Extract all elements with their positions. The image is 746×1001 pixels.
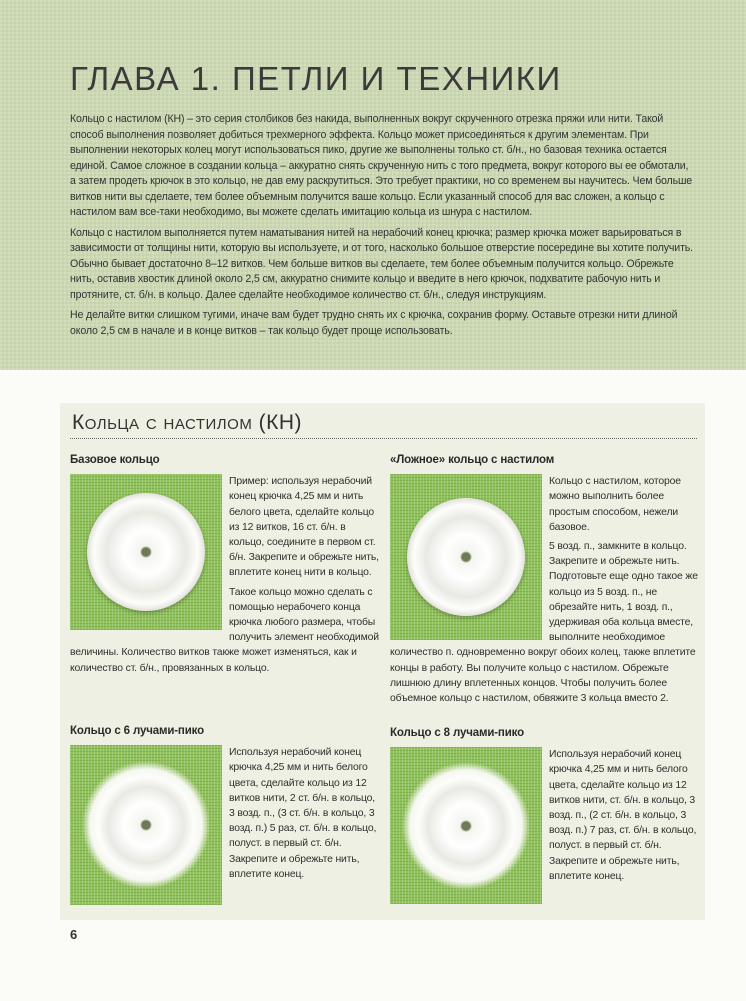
intro-text [70, 112, 695, 344]
section-8-picot-ring [390, 726, 698, 908]
8-picot-ring-photo [390, 747, 542, 904]
intro-paragraph: Кольцо с настилом выполняется путем наматывания нитей на нерабочий конец крючка; размер крючка может варьироваться в зависимости от толщины нити, которую вы используете, и от того, насколько большое отверстие посередине вы хотите получить. Обычно бывает достаточно 8–12 витков. Чем больше витков вы сделаете, тем более объемным получится кольцо. Обрежьте нить, оставив хвостик длиной около 2,5 см, аккуратно снимите кольцо и введите в него крючок, подхватите рабочую нить и протяните, ст. б/н. в кольцо. Далее сделайте необходимое количество ст. б/н., следуя инструкциям. [70, 226, 693, 301]
rings-panel [60, 403, 705, 920]
chapter-title: ГЛАВА 1. ПЕТЛИ И ТЕХНИКИ [70, 60, 562, 97]
section-paragraph: Используя нерабочий конец крючка 4,25 мм и нить белого цвета, сделайте кольцо из 12 витков нити, 2 ст. б/н. в кольцо, 3 возд. п., (3 ст. б/н. в кольцо, 3 возд. п.) 5 раз, ст. б/н. в кольцо, полуст. в первый ст. б/н. Закрепите и обрежьте нить, вплетите конец. [229, 747, 377, 880]
section-heading: Кольцо с 6 лучами-пико [70, 725, 204, 737]
intro-paragraph: Не делайте витки слишком тугими, иначе вам будет трудно снять их с крючка, сохранив форму. Оставьте отрезки нити длиной около 2,5 см в начале и в конце витков – так кольцо будет проще использовать. [70, 309, 678, 337]
crochet-ring-image [407, 498, 525, 616]
section-heading: Базовое кольцо [70, 454, 160, 466]
page-number: 6 [70, 927, 78, 942]
panel-title: Кольца с настилом (КН) [72, 411, 303, 434]
section-6-picot-ring [70, 724, 382, 909]
crochet-star-image [82, 761, 210, 889]
section-false-ring [390, 453, 698, 710]
section-paragraph: 5 возд. п., замкните в кольцо. Закрепите и обрежьте нить. Подготовьте еще одно такое же кольцо из 5 возд. п., не обрезайте нить, 1 возд. п., удерживая оба кольца вместе, выполните необходимое количество п. одновременно вокруг обоих колец, также вплетите концы в работу. Вы получите кольцо с настилом. Обрежьте лишнюю длину вплетенных концов. Чтобы получить более объемное кольцо с настилом, обвяжите 3 кольца вместо 2. [390, 541, 698, 705]
basic-ring-photo [70, 474, 222, 630]
crochet-star-image [402, 762, 530, 890]
section-paragraph: Такое кольцо можно сделать с помощью нерабочего конца крючка любого размера, чтобы получить элемент необходимой величины. Количество витков также может изменяться, как и количество ст. б/н., провязанных в кольцо. [70, 586, 379, 674]
section-paragraph: Кольцо с настилом, которое можно выполнить более простым способом, нежели базовое. [549, 476, 681, 533]
section-paragraph: Используя нерабочий конец крючка 4,25 мм и нить белого цвета, сделайте кольцо из 12 витков нити, ст. б/н. в кольцо, 3 возд. п., (2 ст. б/н. в кольцо, 3 возд. п.) 7 раз, ст. б/н. в кольцо, полуст. в первый ст. б/н. Закрепите и обрежьте нить, вплетите конец. [549, 749, 697, 882]
dotted-divider [70, 438, 697, 439]
false-ring-photo [390, 474, 542, 640]
section-paragraph: Пример: используя нерабочий конец крючка 4,25 мм и нить белого цвета, сделайте кольцо из 12 витков, 16 ст. б/н. в кольцо, соедините в первом ст. б/н. Закрепите и обрежьте нить, вплетите конец нити в кольцо. [229, 476, 379, 579]
6-picot-ring-photo [70, 745, 222, 905]
crochet-ring-image [87, 493, 205, 611]
section-heading: «Ложное» кольцо с настилом [390, 454, 555, 466]
section-basic-ring [70, 453, 382, 680]
intro-paragraph: Кольцо с настилом (КН) – это серия столбиков без накида, выполненных вокруг скрученного отрезка пряжи или нити. Такой способ выполнения позволяет добиться трехмерного эффекта. Кольцо может присоединяться к другим элементам. При выполнении некоторых колец могут использоваться пико, другие же выполнены только ст. б/н., но базовая техника остается единой. Самое сложное в создании кольца – аккуратно снять скрученную нить с того предмета, вокруг которого вы ее обмотали, а затем продеть крючок в это кольцо, не дав ему раскрутиться. Это требует практики, но со временем вы научитесь. Чем больше витков нити вы сделаете, тем более объемным получится ваше кольцо. Если указанный способ для вас сложен, а кольцо с настилом вам все-таки необходимо, вы можете сделать имитацию кольца из шнура с настилом. [70, 113, 693, 218]
section-heading: Кольцо с 8 лучами-пико [390, 727, 524, 739]
